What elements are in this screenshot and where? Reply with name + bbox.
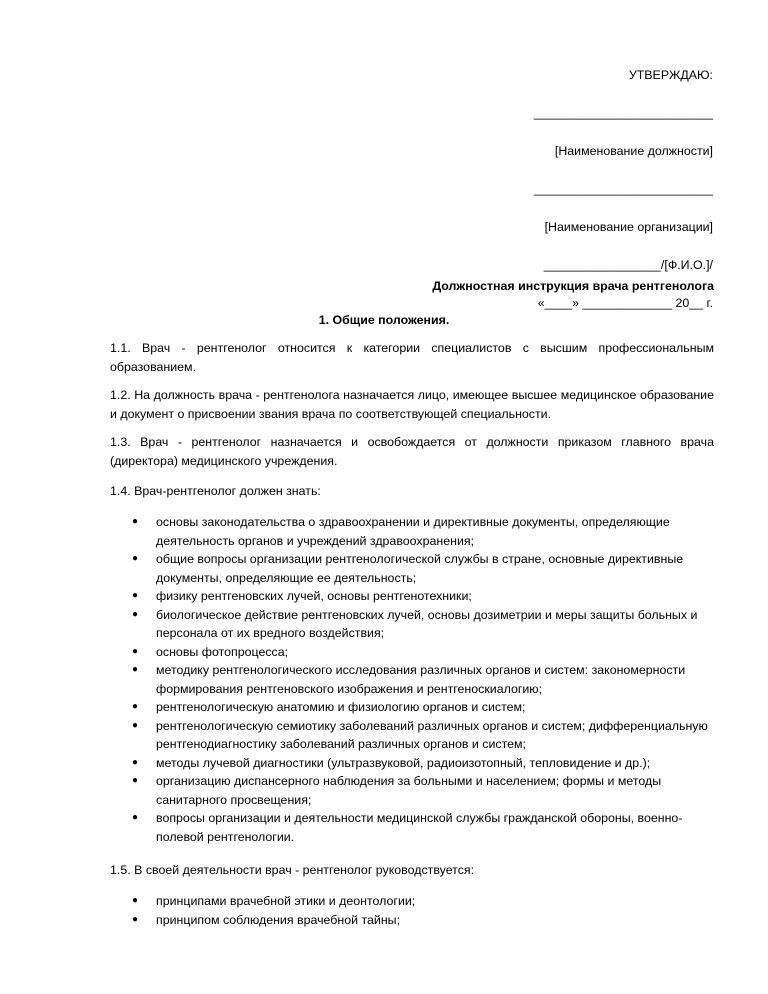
organization-placeholder: [Наименование организации] (544, 220, 713, 234)
bullet-icon: ● (132, 719, 139, 731)
signature-name-line: _________________/[Ф.И.О.]/ (543, 258, 713, 272)
bullet-icon: ● (132, 553, 139, 564)
signature-line-2: __________________________ (533, 182, 713, 196)
list-item: ● методы лучевой диагностики (ультразвуковой, радиоизотопный, тепловидение и др.); (110, 754, 714, 773)
bullet-icon: ● (132, 756, 139, 768)
section-heading: 1. Общие положения. (318, 313, 450, 327)
approval-heading: УТВЕРЖДАЮ: (628, 68, 713, 82)
bullet-icon: ● (132, 913, 139, 925)
paragraph-1-2: 1.2. На должность врача - рентгенолога назначается лицо, имеющее высшее медицинское образование и документ о присвоении звания врача по соответствующей специальности. (110, 388, 714, 421)
bullet-icon: ● (132, 516, 139, 527)
know-list (110, 513, 714, 846)
list-item: ● принципом соблюдения врачебной тайны; (110, 911, 714, 930)
bullet-icon: ● (132, 608, 139, 620)
paragraph-1-1: 1.1. Врач - рентгенолог относится к категории специалистов с высшим профессиональным образованием. (110, 341, 714, 374)
list-item: ● общие вопросы организации рентгенологической службы в стране, основные директивные документы, определяющие ее деятельность; (132, 552, 684, 585)
list-item: ● вопросы организации и деятельности медицинской службы гражданской обороны, военно-полевой рентгенологии. (132, 811, 683, 844)
list-item: ● принципами врачебной этики и деонтологии; (110, 892, 714, 911)
list-item: ● рентгенологическую анатомию и физиологию органов и систем; (110, 698, 714, 717)
bullet-icon: ● (132, 664, 139, 675)
guide-list (110, 892, 714, 929)
bullet-icon: ● (132, 775, 139, 786)
bullet-icon: ● (132, 812, 139, 823)
paragraph-1-5: 1.5. В своей деятельности врач - рентгенолог руководствуется: (110, 863, 475, 877)
bullet-icon: ● (132, 895, 139, 906)
list-item: ● основы фотопроцесса; (110, 643, 714, 662)
position-placeholder: [Наименование должности] (554, 144, 713, 158)
document-title: Должностная инструкция врача рентгенолога (432, 279, 714, 293)
paragraph-1-4: 1.4. Врач-рентгенолог должен знать: (110, 484, 321, 498)
date-line: «____» _____________ 20__ г. (537, 296, 713, 310)
list-item: ● физику рентгеновских лучей, основы рентгенотехники; (110, 587, 714, 606)
list-item: ● биологическое действие рентгеновских лучей, основы дозиметрии и меры защиты больных и персонала от их вредного воздействия; (132, 607, 698, 640)
signature-line-1: __________________________ (533, 106, 713, 120)
bullet-icon: ● (132, 590, 139, 601)
bullet-icon: ● (132, 701, 139, 712)
list-item: ● организацию диспансерного наблюдения за больными и населением; формы и методы санитарного просвещения; (132, 774, 662, 807)
bullet-icon: ● (132, 645, 139, 657)
list-item: ● основы законодательства о здравоохранении и директивные документы, определяющие деятельность органов и учреждений здравоохранения; (132, 515, 670, 548)
list-item: ● рентгенологическую семиотику заболеваний различных органов и систем; дифференциальную рентгенодиагностику заболеваний различных органов и систем; (132, 718, 708, 751)
list-item: ● методику рентгенологического исследования различных органов и систем: закономерности формирования рентгеновского изображения и рентгеноскиалогию; (132, 663, 686, 696)
paragraph-1-3: 1.3. Врач - рентгенолог назначается и освобождается от должности приказом главного врача (директора) медицинского учреждения. (110, 435, 714, 468)
